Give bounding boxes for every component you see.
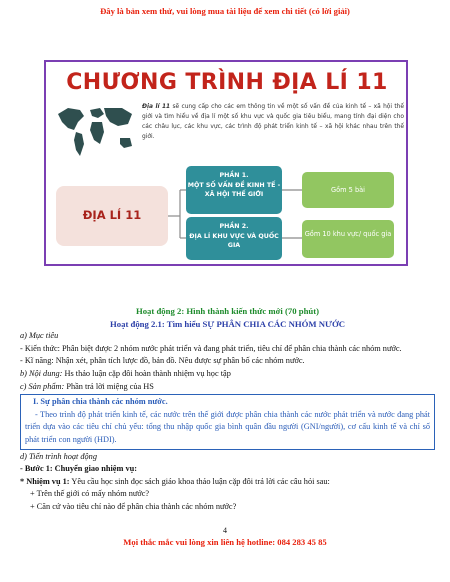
intro-text: sẽ cung cấp cho các em thông tin về một số vấn đề của kinh tế – xã hội thế giới và tìm hiểu về địa lí một số khu vực và quốc gia tiêu biểu, mang tính đại diện cho các châu lục, các khu vực, các trình độ phát triển kinh tế – xã hội khác nhau trên thế giới. (142, 104, 405, 140)
part1-note: Gồm 5 bài (330, 186, 365, 194)
san-pham (20, 381, 435, 394)
tien-trinh-label: d) Tiến trình hoạt động (20, 451, 97, 461)
slide-title: CHƯƠNG TRÌNH ĐỊA LÍ 11 (66, 70, 388, 95)
part1-title: PHẦN 1. (219, 172, 249, 179)
sub-heading-prefix: Hoạt động 2.1: Tìm hiểu (110, 318, 203, 329)
part2-note-box (302, 220, 394, 258)
part1-text: MỘT SỐ VẤN ĐỀ KINH TẾ - XÃ HỘI THẾ GIỚI (187, 181, 281, 198)
nhiem-vu-1 (20, 476, 435, 489)
part2-title: PHẦN 2. (219, 223, 249, 230)
question-1: + Trên thế giới có mấy nhóm nước? (30, 489, 150, 499)
sub-activity-heading (20, 318, 435, 331)
muc-tieu-kien-thuc: - Kiến thức: Phân biệt được 2 nhóm nước phát triển và đang phát triển, tiêu chí để phân chia thành các nhóm nước. (20, 343, 402, 353)
knowledge-box-text: - Theo trình độ phát triển kinh tế, các nước trên thế giới được phân chia thành các nước phát triển và nước đang phát triển dựa vào các tiêu chí chủ yếu: tổng thu nhập quốc gia bình quân đầu người (GNI/người), cơ cấu kinh tế và chỉ số phát triển con người (HDI). (25, 409, 430, 444)
knowledge-box-title: I. Sự phân chia thành các nhóm nước. (33, 397, 168, 407)
sub-heading-caps: SỰ PHÂN CHIA CÁC NHÓM NƯỚC (202, 318, 345, 329)
activity-heading: Hoạt động 2: Hình thành kiến thức mới (70 phút) (135, 306, 320, 316)
dia-li-11-box (56, 186, 168, 246)
part2-text: ĐỊA LÍ KHU VỰC VÀ QUỐC GIA (189, 232, 279, 249)
dia-li-11-label: ĐỊA LÍ 11 (82, 208, 142, 222)
muc-tieu-ki-nang: - Kĩ năng: Nhận xét, phân tích lược đồ, bản đồ. Nêu được sự phân bố các nhóm nước. (20, 356, 305, 366)
noi-dung (20, 368, 435, 381)
part2-box (186, 217, 282, 260)
page-number: 4 (223, 526, 227, 535)
question-2: + Căn cứ vào tiêu chí nào để phân chia thành các nhóm nước? (30, 501, 237, 511)
part1-box (186, 166, 282, 214)
top-notice: Đây là bản xem thử, vui lòng mua tài liệu để xem chi tiết (có lời giải) (100, 6, 350, 16)
nhiem-vu-1-text: Yêu cầu học sinh đọc sách giáo khoa thảo luận cặp đôi trả lời các câu hỏi sau: (69, 476, 330, 486)
san-pham-label: c) Sản phẩm: (20, 381, 65, 391)
lesson-content (20, 305, 435, 514)
noi-dung-text: Hs thảo luận cặp đôi hoàn thành nhiệm vụ học tập (62, 368, 231, 378)
part2-note: Gồm 10 khu vực/ quốc gia (304, 230, 392, 238)
footer-hotline: Mọi thắc mắc vui lòng xin liên hệ hotline: 084 283 45 85 (123, 537, 327, 547)
slide-image (44, 60, 408, 266)
san-pham-text: Phần trả lời miệng của HS (64, 381, 154, 391)
intro-bold: Địa lí 11 (142, 104, 171, 110)
nhiem-vu-1-label: * Nhiệm vụ 1: (20, 476, 70, 486)
knowledge-box (20, 394, 435, 449)
part1-note-box (302, 172, 394, 208)
noi-dung-label: b) Nội dung: (20, 368, 63, 378)
buoc-1: - Bước 1: Chuyển giao nhiệm vụ: (20, 464, 137, 474)
muc-tieu-label: a) Mục tiêu (20, 331, 59, 341)
